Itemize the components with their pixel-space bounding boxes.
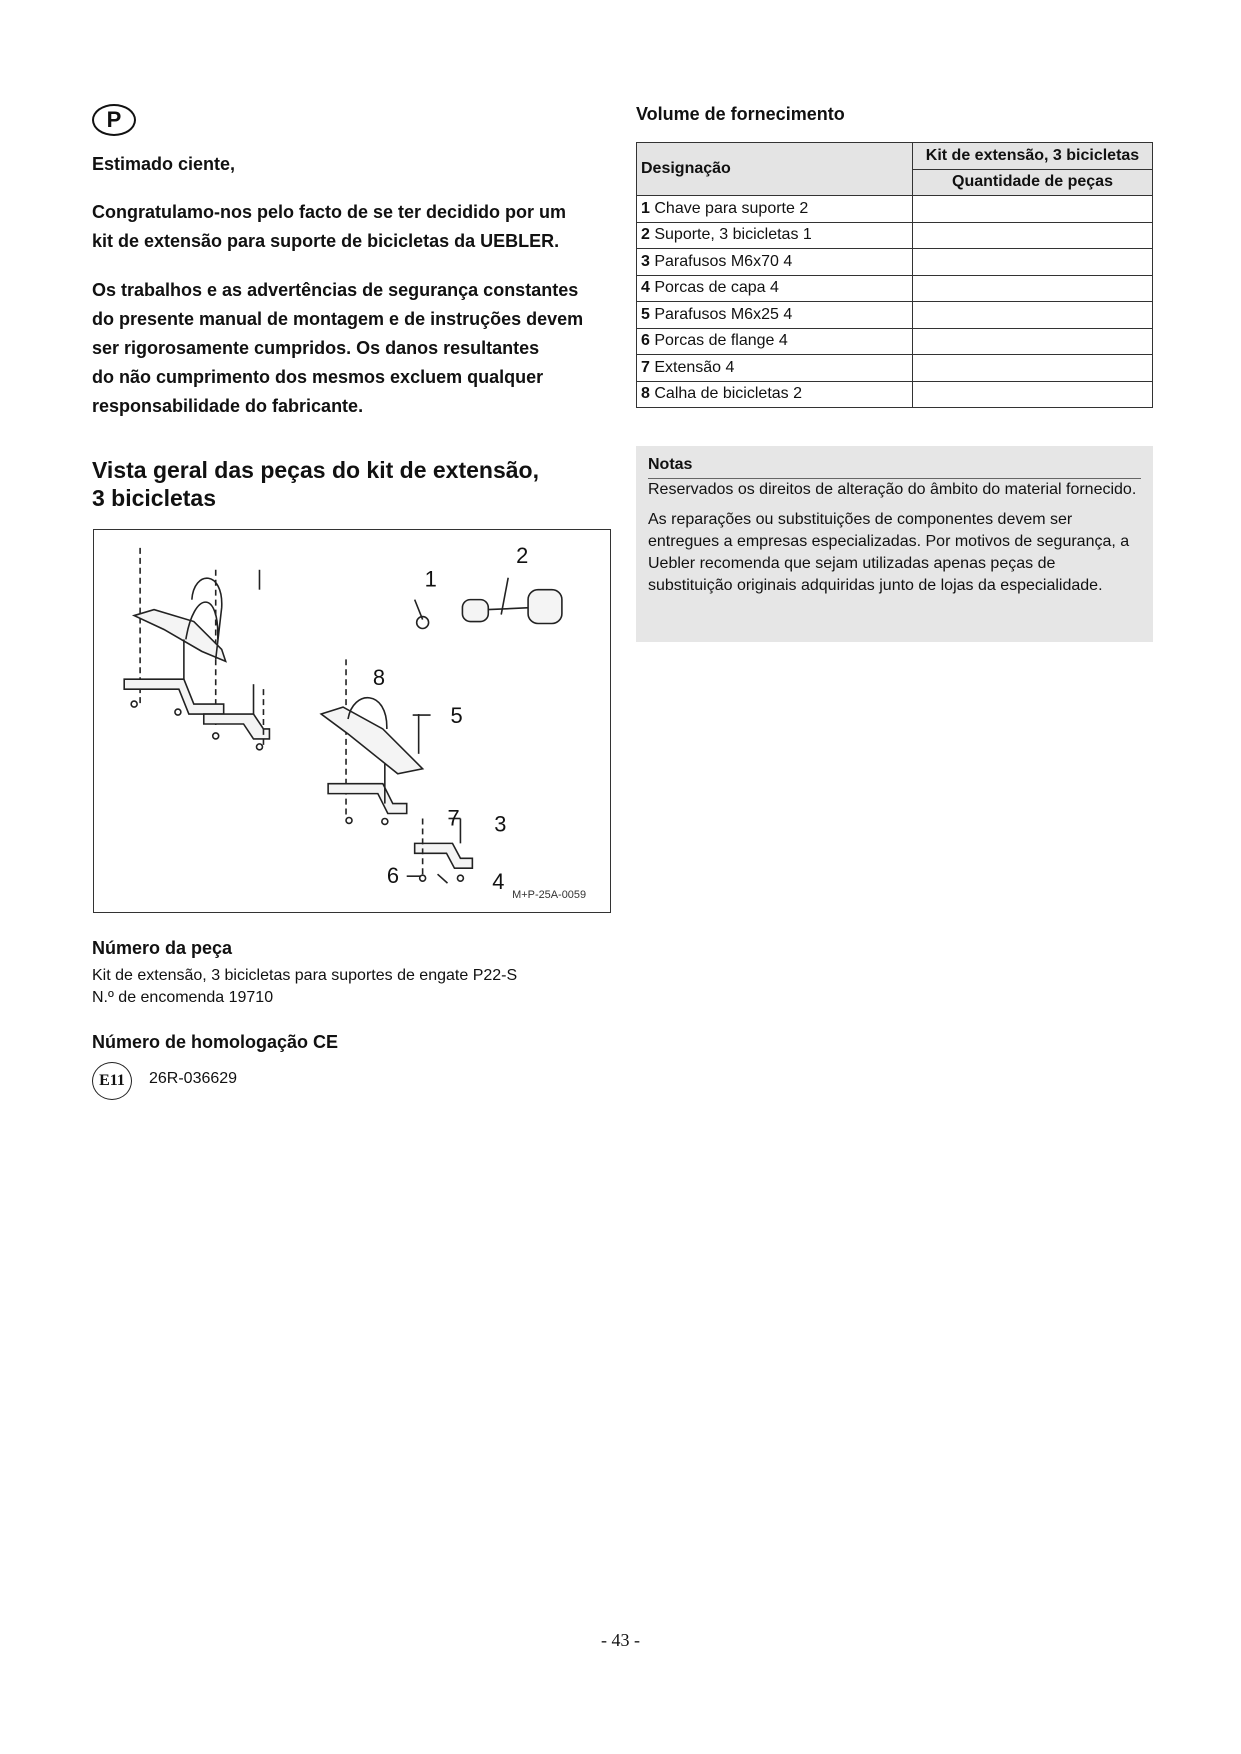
congrats-line: kit de extensão para suporte de bicicletas da UEBLER. [92, 231, 560, 251]
table-header-row [637, 143, 1153, 170]
safety-line: Os trabalhos e as advertências de segurança constantes [92, 280, 579, 300]
holder-clamp-part [528, 590, 562, 624]
part-number-line: Kit de extensão, 3 bicicletas para suportes de engate P22-S [92, 967, 518, 984]
nut-part [457, 875, 463, 881]
parts-diagram-svg [94, 530, 610, 912]
nut-part [346, 817, 352, 823]
quantity-cell [913, 355, 1153, 382]
table-row [637, 381, 1153, 408]
bike-rail-part [134, 610, 226, 662]
nut-part [382, 818, 388, 824]
row-text: Extensão 4 [654, 358, 735, 376]
row-text: Porcas de flange 4 [654, 332, 788, 350]
nut-part [420, 875, 426, 881]
safety-line: do presente manual de montagem e de instruções devem [92, 309, 584, 329]
designation-cell [637, 275, 913, 302]
designation-cell [637, 249, 913, 276]
notes-title: Notas [648, 456, 693, 473]
row-number: 6 [641, 332, 650, 350]
table-row [637, 222, 1153, 249]
table-row [637, 328, 1153, 355]
table-row [637, 196, 1153, 223]
table-row [637, 249, 1153, 276]
callout-6: 6 [386, 863, 399, 889]
safety-paragraph [92, 276, 612, 421]
callout-5: 5 [450, 702, 463, 728]
notes-paragraph: Reservados os direitos de alteração do âmbito do material fornecido. [648, 481, 1137, 498]
callout-8: 8 [372, 665, 386, 691]
quantity-cell [913, 249, 1153, 276]
overview-title-line: 3 bicicletas [92, 485, 217, 511]
table-row [637, 302, 1153, 329]
designation-cell [637, 222, 913, 249]
safety-line: responsabilidade do fabricante. [92, 396, 364, 416]
nut-part [175, 709, 181, 715]
language-badge: P [92, 104, 136, 136]
extension-part [124, 679, 223, 714]
bike-rail-part [321, 707, 422, 774]
nut-part [257, 744, 263, 750]
parts-diagram [93, 529, 611, 913]
callout-7: 7 [447, 805, 460, 831]
row-number: 4 [641, 279, 650, 297]
quantity-cell [913, 381, 1153, 408]
extension-part [415, 843, 473, 868]
safety-line: ser rigorosamente cumpridos. Os danos resultantes [92, 338, 540, 358]
part-number-details [92, 965, 517, 1009]
nut-part [131, 701, 137, 707]
row-number: 7 [641, 358, 650, 376]
safety-line: do não cumprimento dos mesmos excluem qualquer [92, 367, 544, 387]
row-text: Calha de bicicletas 2 [654, 385, 802, 403]
greeting: Estimado ciente, [92, 154, 236, 174]
homologation-number: 26R-036629 [149, 1070, 238, 1087]
row-number: 2 [641, 226, 650, 244]
congrats-line: Congratulamo-nos pelo facto de se ter decidido por um [92, 202, 567, 222]
callout-3: 3 [494, 811, 507, 837]
designation-cell [637, 196, 913, 223]
notes-paragraph: As reparações ou substituições de componentes devem ser entregues a empresas especializadas. Por motivos de segurança, a Uebler recomenda que sejam utilizadas apenas peças de substituição originais adquiridas junto de lojas da especialidade. [648, 511, 1130, 594]
designation-cell [637, 302, 913, 329]
kit-header: Kit de extensão, 3 bicicletas [913, 143, 1153, 170]
notes-box [636, 446, 1153, 642]
designation-cell [637, 328, 913, 355]
quantity-header: Quantidade de peças [913, 169, 1153, 196]
quantity-cell [913, 196, 1153, 223]
part-number-heading: Número da peça [92, 938, 233, 958]
table-row [637, 355, 1153, 382]
page-number: - 43 - [601, 1630, 640, 1650]
figure-code: M+P-25A-0059 [512, 889, 587, 902]
designation-cell [637, 381, 913, 408]
callout-1: 1 [424, 566, 437, 592]
overview-title-line: Vista geral das peças do kit de extensão, [92, 457, 539, 483]
extension-part [328, 784, 407, 814]
row-number: 3 [641, 252, 650, 270]
row-text: Parafusos M6x25 4 [654, 305, 793, 323]
row-text: Porcas de capa 4 [654, 279, 779, 297]
holder-rod-part [488, 608, 532, 610]
holder-knob-part [462, 600, 488, 622]
designation-header: Designação [637, 143, 913, 196]
order-number-line: N.º de encomenda 19710 [92, 989, 274, 1006]
callout-2: 2 [516, 542, 529, 568]
overview-title [92, 456, 612, 512]
row-number: 5 [641, 305, 650, 323]
e11-badge: E11 [92, 1062, 132, 1100]
callout-4: 4 [492, 869, 505, 895]
quantity-cell [913, 275, 1153, 302]
row-text: Parafusos M6x70 4 [654, 252, 793, 270]
congratulations-paragraph [92, 198, 612, 256]
row-text: Suporte, 3 bicicletas 1 [654, 226, 812, 244]
quantity-cell [913, 222, 1153, 249]
supply-table [636, 142, 1153, 408]
homologation-heading: Número de homologação CE [92, 1032, 339, 1052]
row-number: 8 [641, 385, 650, 403]
quantity-cell [913, 328, 1153, 355]
row-text: Chave para suporte 2 [654, 199, 809, 217]
table-row [637, 275, 1153, 302]
nut-part [213, 733, 219, 739]
supply-title: Volume de fornecimento [636, 104, 845, 124]
designation-cell [637, 355, 913, 382]
callout-leader [438, 874, 448, 883]
quantity-cell [913, 302, 1153, 329]
row-number: 1 [641, 199, 650, 217]
